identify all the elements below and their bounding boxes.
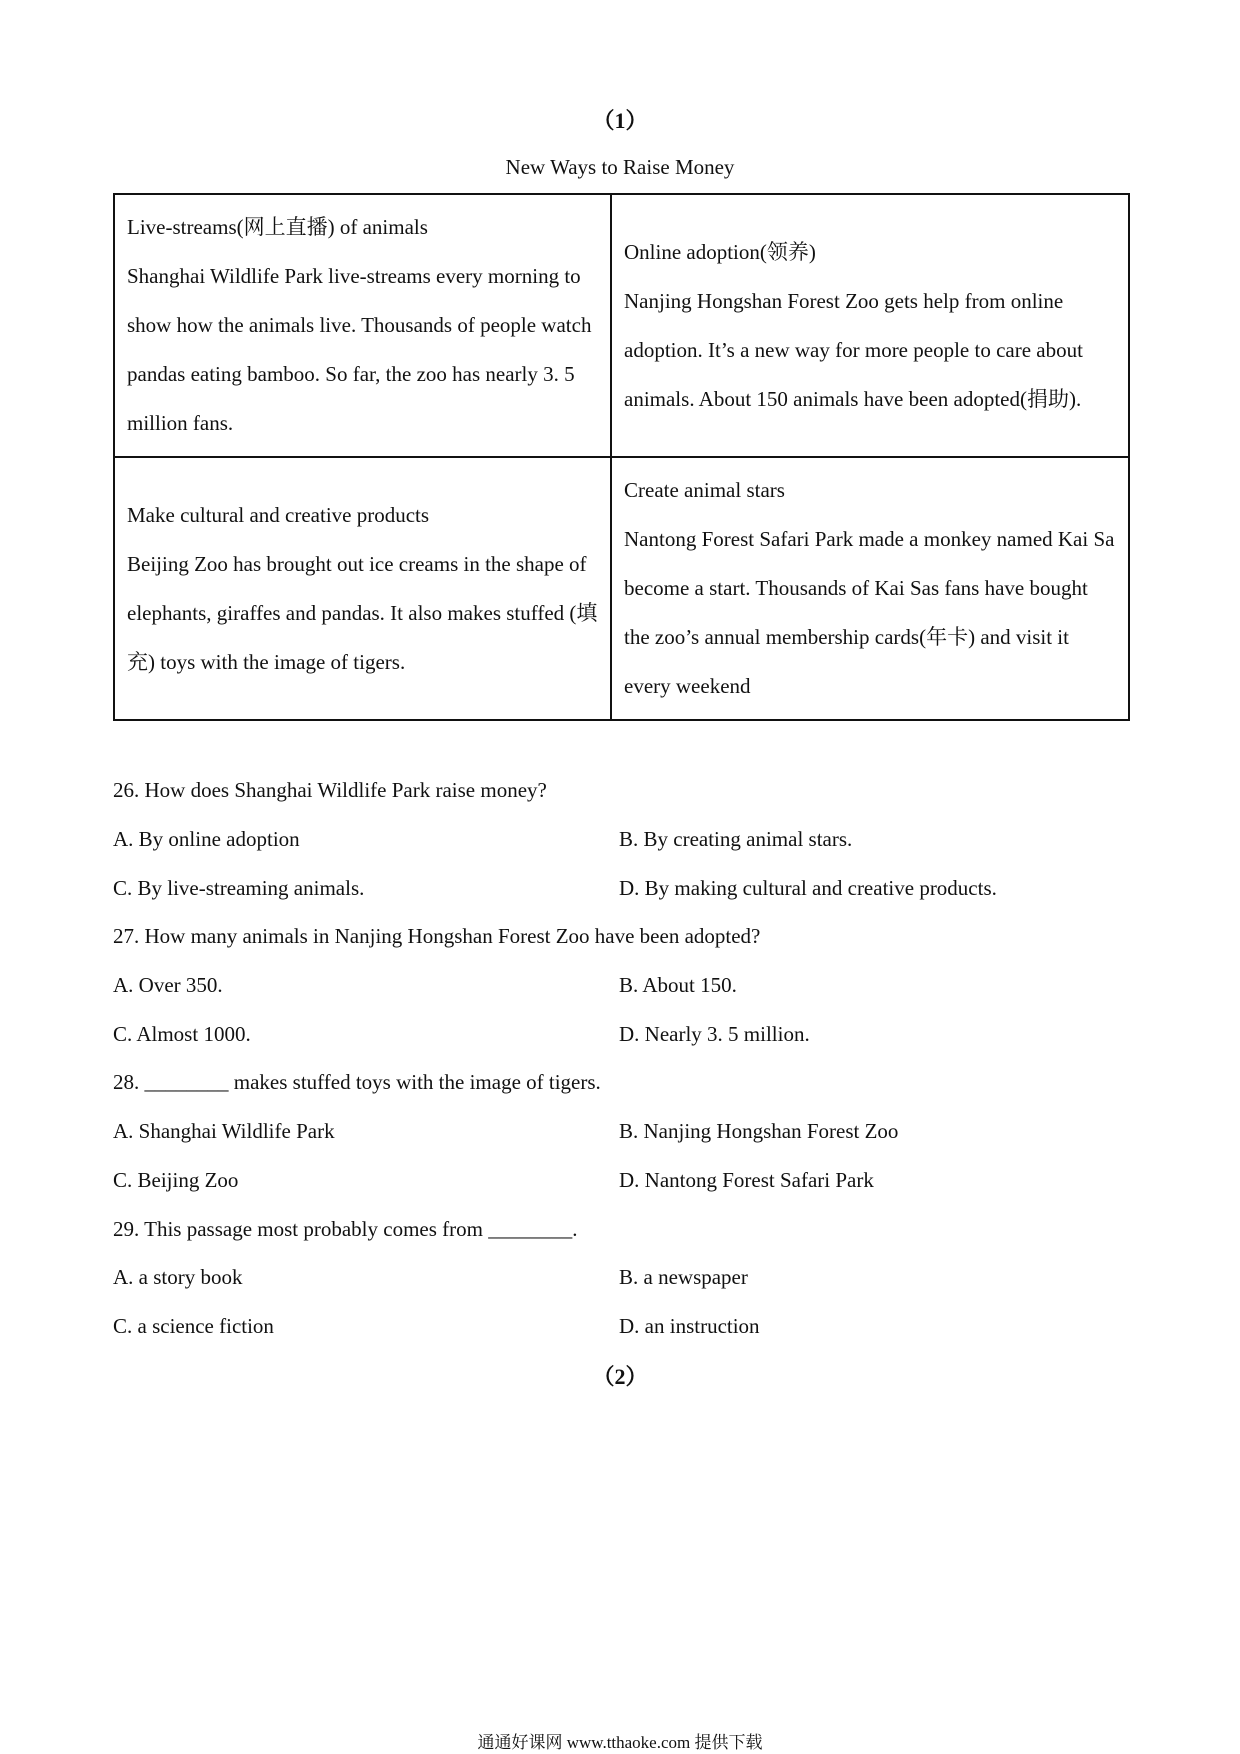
option-b: B. a newspaper bbox=[619, 1265, 748, 1289]
option-d: D. By making cultural and creative products. bbox=[619, 876, 997, 900]
option-c: C. a science fiction bbox=[113, 1314, 274, 1338]
option-d: D. Nantong Forest Safari Park bbox=[619, 1168, 874, 1192]
question-28: 28. ________ makes stuffed toys with the image of tigers. bbox=[113, 1070, 601, 1094]
option-a: A. a story book bbox=[113, 1265, 243, 1289]
section-number-1: （1） bbox=[592, 108, 648, 133]
cell-body: Nantong Forest Safari Park made a monkey named Kai Sa become a start. Thousands of Kai Sas fans have bought the zoo’s annual membership cards(年卡) and visit it every weekend bbox=[624, 527, 1115, 698]
table-cell bbox=[114, 457, 611, 720]
option-a: A. By online adoption bbox=[113, 827, 300, 851]
footer-text: 通通好课网 www.tthaoke.com 提供下载 bbox=[477, 1733, 763, 1752]
cell-body: Beijing Zoo has brought out ice creams in the shape of elephants, giraffes and pandas. It also makes stuffed (填充) toys with the image of tigers. bbox=[127, 551, 598, 674]
cell-heading: Live-streams(网上直播) of animals bbox=[127, 215, 428, 239]
question-27: 27. How many animals in Nanjing Hongshan Forest Zoo have been adopted? bbox=[113, 924, 761, 948]
question-29: 29. This passage most probably comes from ________. bbox=[113, 1217, 578, 1241]
option-d: D. Nearly 3. 5 million. bbox=[619, 1022, 810, 1046]
question-26: 26. How does Shanghai Wildlife Park raise money? bbox=[113, 778, 547, 802]
cell-heading: Online adoption(领养) bbox=[624, 239, 816, 264]
option-a: A. Over 350. bbox=[113, 973, 223, 997]
option-b: B. By creating animal stars. bbox=[619, 827, 853, 851]
cell-body: Nanjing Hongshan Forest Zoo gets help from online adoption. It’s a new way for more people to care about animals. About 150 animals have been adopted(捐助). bbox=[624, 288, 1083, 411]
option-c: C. Almost 1000. bbox=[113, 1022, 251, 1046]
section-number-2: （2） bbox=[592, 1364, 648, 1389]
table-cell bbox=[611, 457, 1129, 720]
table-cell bbox=[611, 194, 1129, 457]
option-a: A. Shanghai Wildlife Park bbox=[113, 1119, 335, 1143]
cell-heading: Create animal stars bbox=[624, 478, 785, 502]
info-table bbox=[113, 193, 1130, 721]
passage-title: New Ways to Raise Money bbox=[505, 155, 735, 179]
cell-heading: Make cultural and creative products bbox=[127, 502, 430, 527]
option-b: B. Nanjing Hongshan Forest Zoo bbox=[619, 1119, 899, 1143]
option-c: C. Beijing Zoo bbox=[113, 1168, 239, 1192]
table-cell bbox=[114, 194, 611, 457]
option-c: C. By live-streaming animals. bbox=[113, 876, 365, 900]
option-b: B. About 150. bbox=[619, 973, 737, 997]
cell-body: Shanghai Wildlife Park live-streams every morning to show how the animals live. Thousands of people watch pandas eating bamboo. So far, the zoo has nearly 3. 5 million fans. bbox=[127, 264, 592, 435]
option-d: D. an instruction bbox=[619, 1314, 760, 1338]
